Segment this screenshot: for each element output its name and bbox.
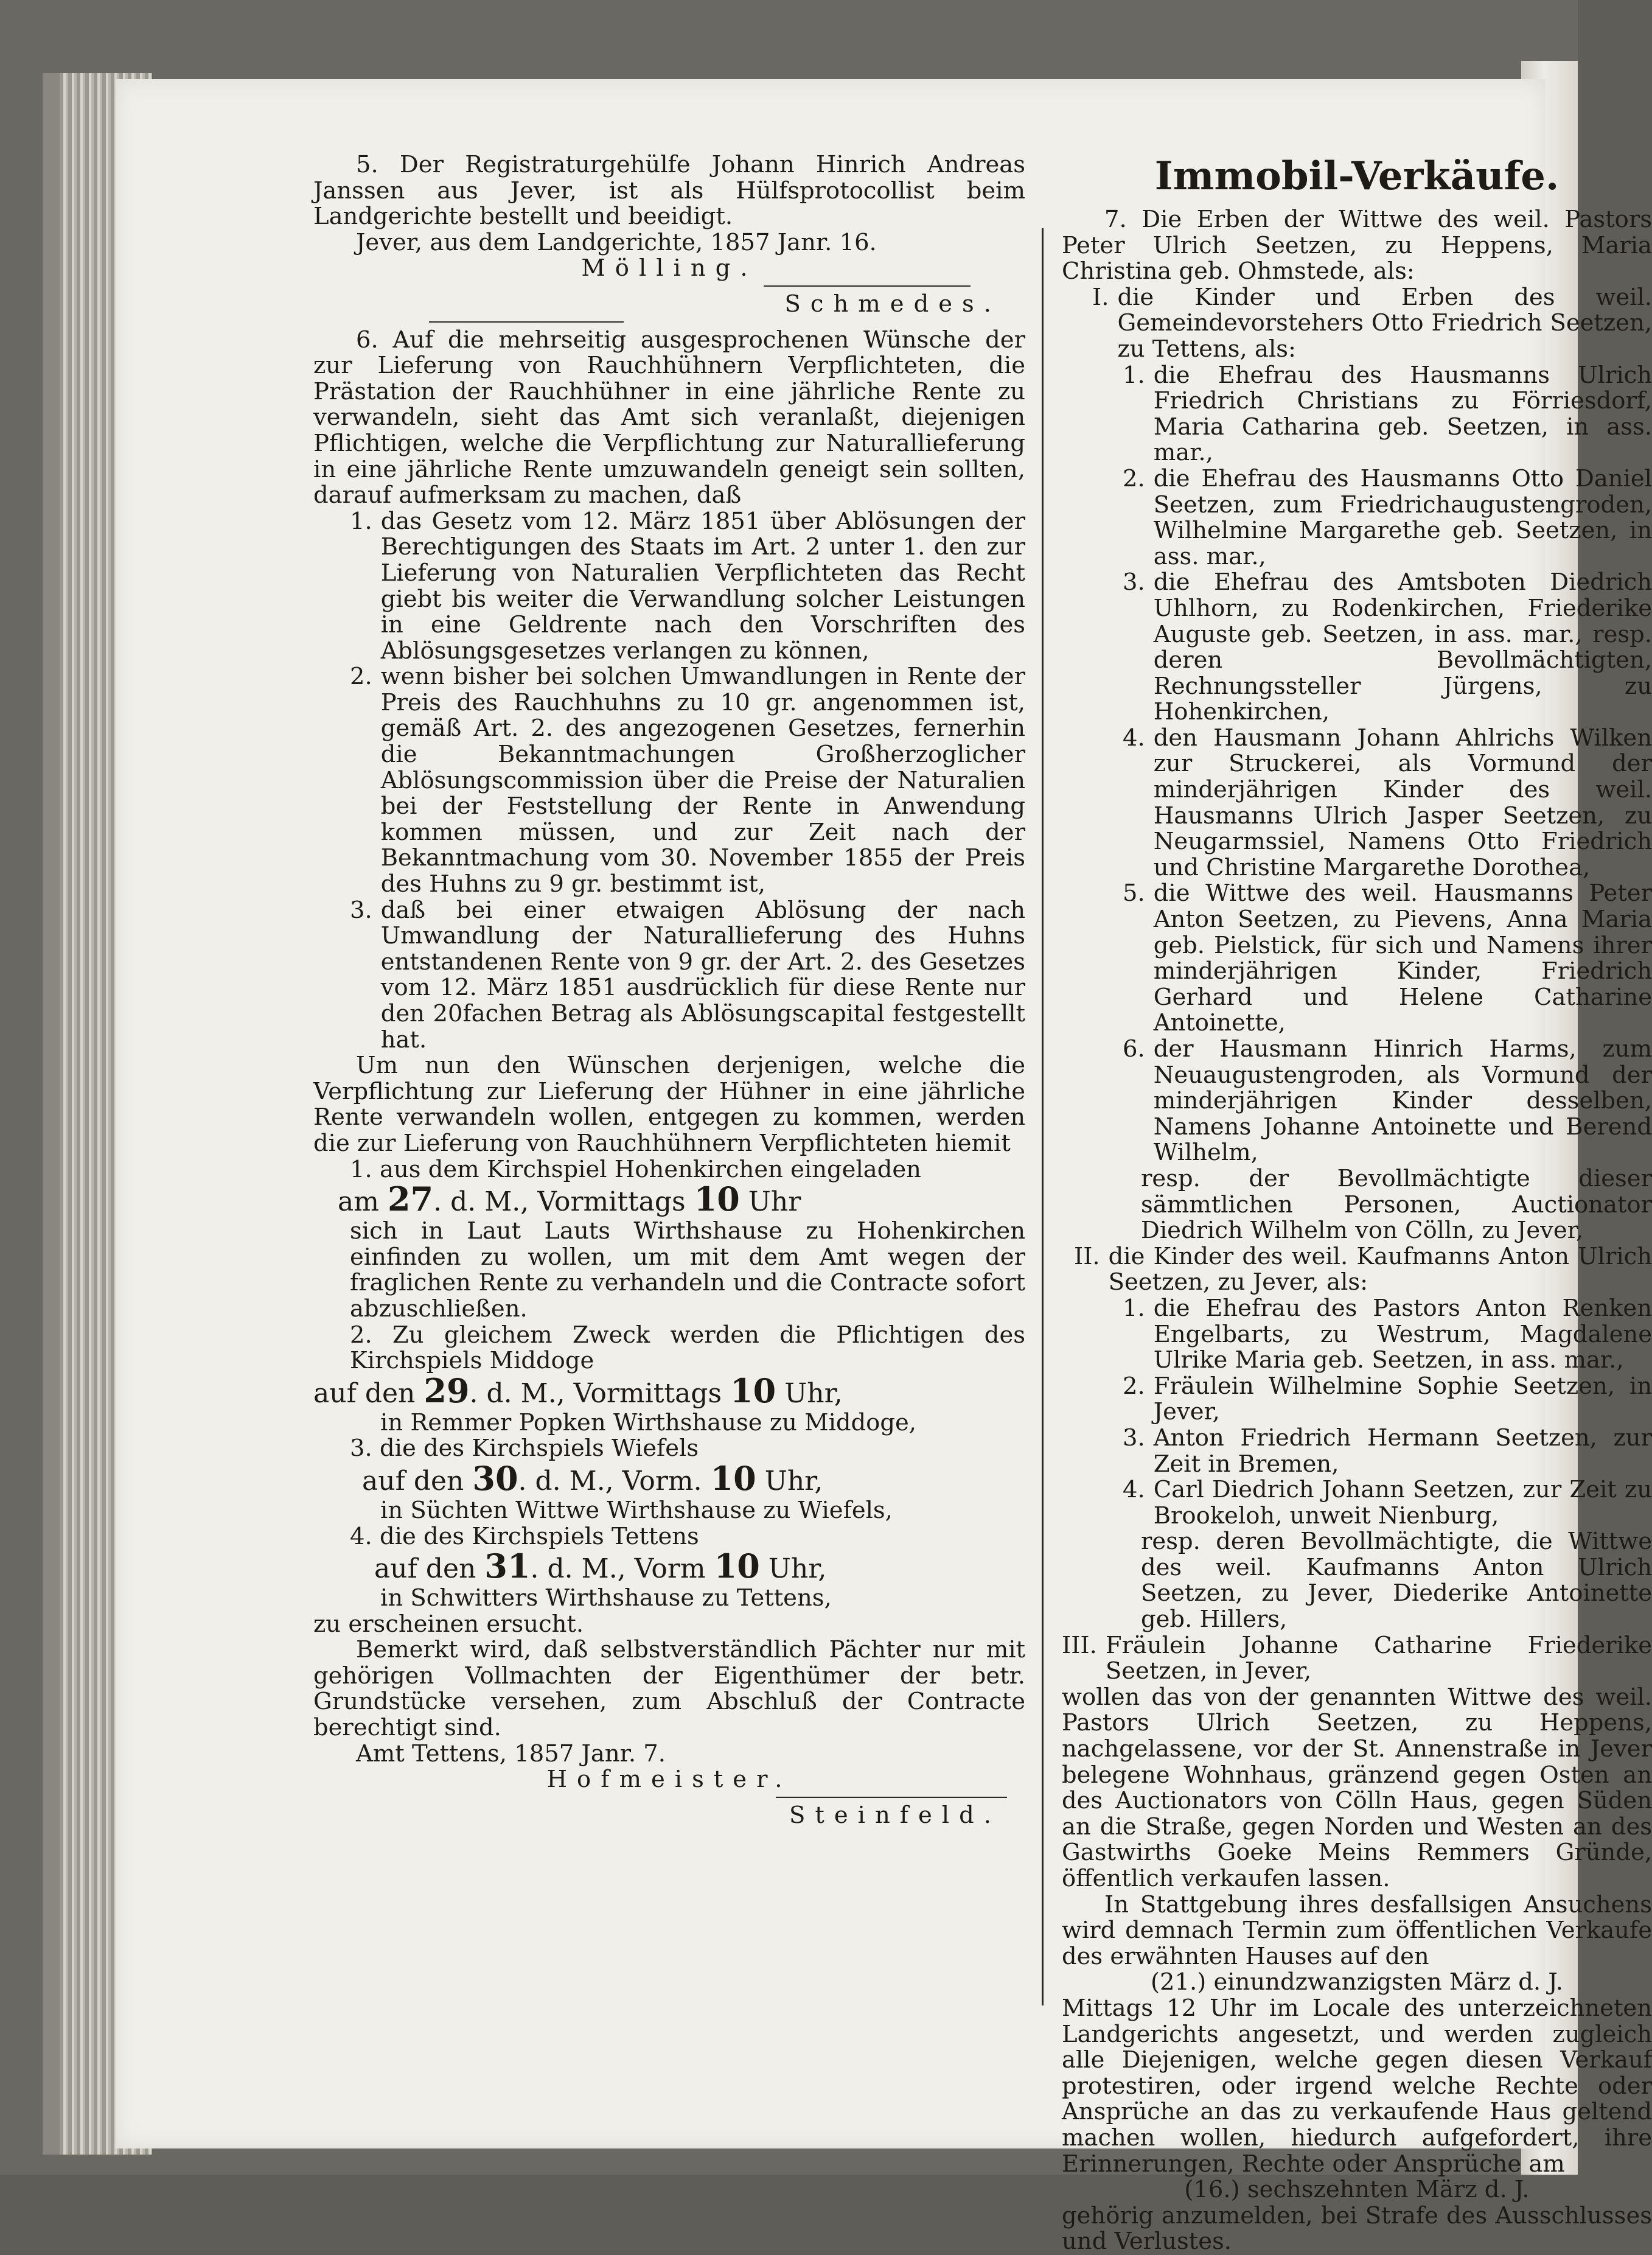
notice-6: 6. Auf die mehrseitig ausgesprochenen Wünsche der zur Lieferung von Rauchhühnern Verpflichteten, die Prästation der Rauchhühner in eine jährliche Rente zu verwandeln, sieht das Amt sich veranlaßt, diejenigen Pflichtigen, welche die Verpflichtung zur Naturallieferung in eine jährliche Rente umzuwandeln geneigt sein sollten, darauf aufmerksam zu machen, daß — [313, 326, 1025, 509]
meeting-lead-text: Zu gleichem Zweck werden die Pflichtigen des Kirchspiels Middoge — [350, 1321, 1025, 1375]
group-text: die Kinder und Erben des weil. Gemeindevorstehers Otto Friedrich Seetzen, zu Tettens, als: — [1117, 283, 1652, 363]
meeting-lead-text: die des Kirchspiels Wiefels — [379, 1435, 699, 1463]
notice-divider — [429, 321, 624, 323]
point-3 — [350, 898, 1025, 1054]
meeting-4-date — [374, 1547, 1025, 1586]
heir-1-5 — [1123, 881, 1652, 1037]
meeting-2-date — [313, 1371, 1025, 1410]
date-prefix: auf den — [362, 1465, 473, 1497]
point-2 — [350, 664, 1025, 897]
meeting-3-place: in Süchten Wittwe Wirthshause zu Wiefels, — [380, 1496, 893, 1524]
point-number: 3. — [350, 896, 372, 924]
signature-rule — [764, 285, 971, 287]
heir-2-1 — [1123, 1296, 1652, 1374]
newspaper-page — [116, 79, 1652, 2255]
heir-number: 2. — [1123, 1372, 1145, 1400]
heirs-group-2 — [1074, 1244, 1652, 1296]
notice-5-place-date: Jever, aus dem Landgerichte, 1857 Janr. 16. — [356, 228, 877, 256]
heir-number: 1. — [1123, 1294, 1145, 1322]
date-suffix: Uhr, — [756, 1465, 823, 1497]
meeting-number: 2. — [350, 1321, 372, 1349]
heir-number: 4. — [1123, 1476, 1145, 1504]
meeting-1-place: sich in Laut Lauts Wirthshause zu Hohenkirchen einfinden zu wollen, um mit dem Amt wegen der fraglichen Rente zu verhandeln und die Contracte sofort abzuschließen. — [350, 1217, 1025, 1323]
sale-term-intro: In Stattgebung ihres desfallsigen Ansuchens wird demnach Termin zum öffentlichen Verkaufe des erwähnten Hauses auf den — [1062, 1890, 1652, 1970]
heir-text: die Wittwe des weil. Hausmanns Peter Anton Seetzen, zu Pievens, Anna Maria geb. Pielstick, für sich und Namens ihrer minderjährigen Kinder, Friedrich Gerhard und Helene Catharine Antoinette, — [1153, 879, 1652, 1037]
heir-2-2 — [1123, 1374, 1652, 1425]
remark-text: Bemerkt wird, daß selbstverständlich Pächter nur mit gehörigen Vollmachten der Eigenthümer der betr. Grundstücke versehen, zum Abschluß der Contracte berechtigt sind. — [313, 1636, 1025, 1742]
date-middle: . d. M., Vorm — [530, 1553, 714, 1585]
closing-text: zu erscheinen ersucht. — [313, 1610, 584, 1638]
point-text: daß bei einer etwaigen Ablösung der nach Umwandlung der Naturallieferung des Huhns entstandenen Rente von 9 gr. der Art. 2. des Gesetzes vom 12. März 1851 ausdrücklich für diese Rente nur den 20fachen Betrag als Ablösungscapital festgestellt hat. — [380, 896, 1025, 1054]
heir-number: 2. — [1123, 464, 1145, 492]
heir-1-6 — [1123, 1037, 1652, 1166]
date-suffix: Uhr — [739, 1186, 801, 1218]
date-prefix: auf den — [313, 1377, 424, 1409]
meeting-lead-text: aus dem Kirchspiel Hohenkirchen eingeladen — [379, 1155, 921, 1183]
notice-5-signature-1: Mölling. — [581, 254, 758, 282]
meeting-3-date — [362, 1458, 1025, 1498]
heir-text: Fräulein Wilhelmine Sophie Seetzen, in Jever, — [1153, 1372, 1652, 1426]
claims-deadline: (16.) sechszehnten März d. J. — [1184, 2176, 1530, 2204]
invitation-text: Um nun den Wünschen derjenigen, welche die Verpflichtung zur Lieferung der Hühner in eine jährliche Rente verwandeln wollen, entgegen zu kommen, werden die zur Lieferung von Rauchhühnern Verpflichteten hiemit — [313, 1052, 1025, 1157]
meeting-3-lead — [350, 1436, 1025, 1462]
notice-5-signature-2: Schmedes. — [784, 290, 1001, 318]
date-day: 29 — [423, 1371, 470, 1410]
meeting-1-lead — [350, 1157, 1025, 1183]
point-1 — [350, 509, 1025, 665]
date-suffix: Uhr, — [776, 1377, 843, 1409]
group-number: I. — [1092, 283, 1109, 311]
meeting-1-date — [338, 1180, 1025, 1219]
point-text: wenn bisher bei solchen Umwandlungen in Rente der Preis des Rauchhuhns zu 10 gr. angenommen ist, gemäß Art. 2. des angezogenen Gesetzes, fernerhin die Bekanntmachungen Großherzoglicher Ablösungscommission über die Preise der Naturalien bei der Feststellung der Rente in Anwendung kommen müssen, und zur Zeit nach der Bekanntmachung vom 30. November 1855 der Preis des Huhns zu 9 gr. bestimmt ist, — [380, 663, 1025, 898]
heir-text: die Ehefrau des Pastors Anton Renken Engelbarts, zu Westrum, Magdalene Ulrike Maria geb. Seetzen, in ass. mar., — [1153, 1294, 1652, 1374]
notice-5: 5. Der Registraturgehülfe Johann Hinrich Andreas Janssen aus Jever, ist als Hülfsprotocollist beim Landgerichte bestellt und beeidigt. — [313, 151, 1025, 231]
notice-6-place-date: Amt Tettens, 1857 Janr. 7. — [356, 1739, 666, 1767]
sale-description: wollen das von der genannten Wittwe des weil. Pastors Ulrich Seetzen, zu Heppens, nachgelassene, vor der St. Annenstraße in Jever belegene Wohnhaus, gränzend gegen Osten an des Auctionators von Cölln Haus, gegen Süden an die Straße, gegen Norden und Westen an des Gastwirths Goeke Meins Remmers Gründe, öffentlich verkaufen lassen. — [1062, 1683, 1652, 1892]
group-text: die Kinder des weil. Kaufmanns Anton Ulrich Seetzen, zu Jever, als: — [1108, 1242, 1652, 1296]
sale-date: (21.) einundzwanzigsten März d. J. — [1150, 1968, 1564, 1996]
date-hour: 10 — [694, 1180, 740, 1219]
notice-6-signature-1: Hofmeister. — [546, 1766, 792, 1794]
signature-rule — [776, 1797, 1007, 1798]
heir-number: 3. — [1123, 568, 1145, 596]
heir-text: Anton Friedrich Hermann Seetzen, zur Zeit in Bremen, — [1153, 1424, 1652, 1478]
group-2-representative: resp. deren Bevollmächtigte, die Wittwe des weil. Kaufmanns Anton Ulrich Seetzen, zu Jever, Diederike Antoinette geb. Hillers, — [1141, 1528, 1652, 1634]
heir-2-3 — [1123, 1425, 1652, 1477]
date-hour: 10 — [714, 1547, 760, 1586]
point-number: 1. — [350, 507, 372, 535]
column-rule — [1042, 228, 1044, 2005]
left-column — [313, 152, 1025, 1828]
heir-text: die Ehefrau des Hausmanns Ulrich Friedrich Christians zu Förriesdorf, Maria Catharina geb. Seetzen, in ass. mar., — [1153, 361, 1652, 467]
meeting-2-lead — [350, 1323, 1025, 1374]
meeting-4-place: in Schwitters Wirthshause zu Tettens, — [380, 1584, 832, 1612]
heir-text: Carl Diedrich Johann Seetzen, zur Zeit zu Brookeloh, unweit Nienburg, — [1153, 1476, 1652, 1530]
heir-1-1 — [1123, 363, 1652, 466]
notice-7-intro: 7. Die Erben der Wittwe des weil. Pastors Peter Ulrich Seetzen, zu Heppens, Maria Christina geb. Ohmstede, als: — [1062, 206, 1652, 285]
date-hour: 10 — [730, 1371, 776, 1410]
heir-text: den Hausmann Johann Ahlrichs Wilken zur Struckerei, als Vormund der minderjährigen Kinder des weil. Hausmanns Ulrich Jasper Seetzen, zu Neugarmssiel, Namens Otto Friedrich und Christine Margarethe Dorothea, — [1153, 724, 1652, 881]
section-heading: Immobil-Verkäufe. — [1154, 153, 1560, 199]
claims-notice: gehörig anzumelden, bei Strafe des Ausschlusses und Verlustes. — [1062, 2201, 1652, 2255]
heir-text: die Ehefrau des Hausmanns Otto Daniel Seetzen, zum Friedrichaugustengroden, Wilhelmine Margarethe geb. Seetzen, in ass. mar., — [1153, 464, 1652, 570]
heir-number: 3. — [1123, 1424, 1145, 1452]
heirs-group-1 — [1092, 285, 1652, 363]
right-column — [1062, 152, 1652, 2255]
date-day: 31 — [484, 1547, 531, 1586]
meeting-2-place: in Remmer Popken Wirthshause zu Middoge, — [380, 1408, 917, 1436]
heir-2-4 — [1123, 1477, 1652, 1529]
heir-1-4 — [1123, 725, 1652, 881]
heir-text: der Hausmann Hinrich Harms, zum Neuaugustengroden, als Vormund der minderjährigen Kinder desselben, Namens Johanne Antoinette und Berend Wilhelm, — [1153, 1035, 1652, 1167]
date-middle: . d. M., Vorm. — [518, 1465, 711, 1497]
heir-1-2 — [1123, 466, 1652, 570]
date-prefix: am — [338, 1186, 388, 1218]
meeting-number: 1. — [350, 1155, 372, 1183]
meeting-4-lead — [350, 1524, 1025, 1550]
date-middle: . d. M., Vormittags — [469, 1377, 731, 1409]
meeting-number: 4. — [350, 1522, 372, 1550]
date-day: 27 — [387, 1180, 434, 1219]
group-number: III. — [1062, 1631, 1097, 1659]
meeting-number: 3. — [350, 1435, 372, 1463]
group-1-representative: resp. der Bevollmächtigte dieser sämmtlichen Personen, Auctionator Diedrich Wilhelm von Cölln, zu Jever, — [1141, 1164, 1652, 1245]
heir-number: 4. — [1123, 724, 1145, 752]
date-hour: 10 — [710, 1458, 756, 1498]
date-day: 30 — [472, 1458, 518, 1498]
heir-number: 5. — [1123, 879, 1145, 907]
heir-text: die Ehefrau des Amtsboten Diedrich Uhlhorn, zu Rodenkirchen, Friederike Auguste geb. Seetzen, in ass. mar., resp. deren Bevollmächtigten, Rechnungssteller Jürgens, zu Hohenkirchen, — [1153, 568, 1652, 726]
heir-number: 6. — [1123, 1035, 1145, 1063]
heir-number: 1. — [1123, 361, 1145, 389]
sale-term-details: Mittags 12 Uhr im Locale des unterzeichneten Landgerichts angesetzt, und werden zugleich alle Diejenigen, welche gegen diesen Verkauf protestiren, oder irgend welche Rechte oder Ansprüche an das zu verkaufende Haus geltend machen wollen, hiedurch aufgefordert, ihre Erinnerungen, Rechte oder Ansprüche am — [1062, 1994, 1652, 2178]
group-text: Fräulein Johanne Catharine Friederike Seetzen, in Jever, — [1105, 1631, 1652, 1685]
heir-1-3 — [1123, 570, 1652, 725]
notice-6-signature-2: Steinfeld. — [789, 1801, 1001, 1829]
point-text: das Gesetz vom 12. März 1851 über Ablösungen der Berechtigungen des Staats im Art. 2 unter 1. den zur Lieferung von Naturalien Verpflichteten das Recht giebt bis weiter die Verwandlung solcher Leistungen in eine Geldrente nach den Vorschriften des Ablösungsgesetzes verlangen zu können, — [380, 507, 1025, 665]
group-number: II. — [1074, 1242, 1100, 1270]
meeting-lead-text: die des Kirchspiels Tettens — [379, 1522, 699, 1550]
date-middle: . d. M., Vormittags — [433, 1186, 694, 1218]
point-number: 2. — [350, 663, 372, 691]
heirs-group-3 — [1062, 1633, 1652, 1685]
date-prefix: auf den — [374, 1553, 485, 1585]
date-suffix: Uhr, — [759, 1553, 827, 1585]
